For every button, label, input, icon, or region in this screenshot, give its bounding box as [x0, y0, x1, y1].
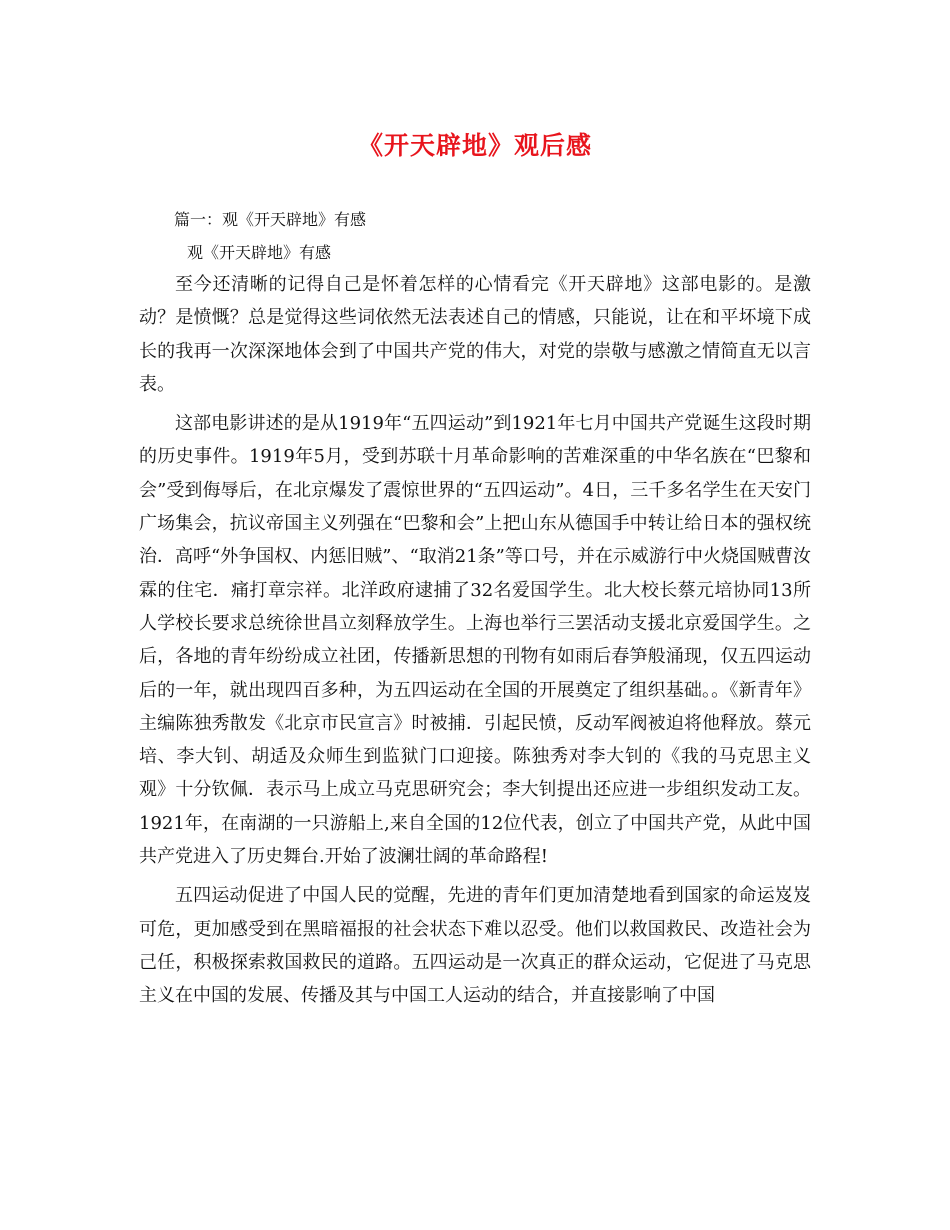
paragraph-1: 至今还清晰的记得自己是怀着怎样的心情看完《开天辟地》这部电影的。是激动？是愤慨？总是觉得这些词依然无法表述自己的情感，只能说，让在和平坏境下成长的我再一次深深地体会到了中国共产党的伟大，对党的崇敬与感激之情简直无以言表。: [139, 274, 811, 395]
document-title: 《开天辟地》观后感: [357, 131, 592, 160]
subheading: 观《开天辟地》有感: [187, 243, 332, 262]
section-heading: 篇一：观《开天辟地》有感: [174, 210, 367, 229]
document-body: [139, 268, 811, 1019]
paragraph-3: 五四运动促进了中国人民的觉醒，先进的青年们更加清楚地看到国家的命运岌岌可危，更加感受到在黑暗福报的社会状态下难以忍受。他们以救国救民、改造社会为己任，积极探索救国救民的道路。五四运动是一次真正的群众运动，它促进了马克思主义在中国的发展、传播及其与中国工人运动的结合，并直接影响了中国: [139, 885, 811, 1007]
paragraph-2: 这部电影讲述的是从1919年“五四运动”到1921年七月中国共产党诞生这段时期的历史事件。1919年5月，受到苏联十月革命影响的苦难深重的中华名族在“巴黎和会”受到侮辱后，在北京爆发了震惊世界的“五四运动”。4日，三千多名学生在天安门广场集会，抗议帝国主义列强在“巴黎和会”上把山东从德国手中转让给日本的强权统治．高呼“外争国权、内惩旧贼”、“取消21条”等口号，并在示威游行中火烧国贼曹汝霖的住宅．痛打章宗祥。北洋政府逮捕了32名爱国学生。北大校长蔡元培协同13所人学校长要求总统徐世昌立刻释放学生。上海也举行三罢活动支援北京爱国学生。之后，各地的青年纷纷成立社团，传播新思想的刊物有如雨后春笋般涌现，仅五四运动后的一年，就出现四百多种，为五四运动在全国的开展奠定了组织基础。。《新青年》主编陈独秀散发《北京市民宣言》时被捕．引起民愤，反动军阀被迫将他释放。蔡元培、李大钊、胡适及众师生到监狱门口迎接。陈独秀对李大钊的《我的马克思主义观》十分钦佩．表示马上成立马克思研究会；李大钊提出还应进一步组织发动工友。1921年，在南湖的一只游船上,来自全国的12位代表，创立了中国共产党，从此中国共产党进入了历史舞台.开始了波澜壮阔的革命路程!: [139, 413, 811, 868]
